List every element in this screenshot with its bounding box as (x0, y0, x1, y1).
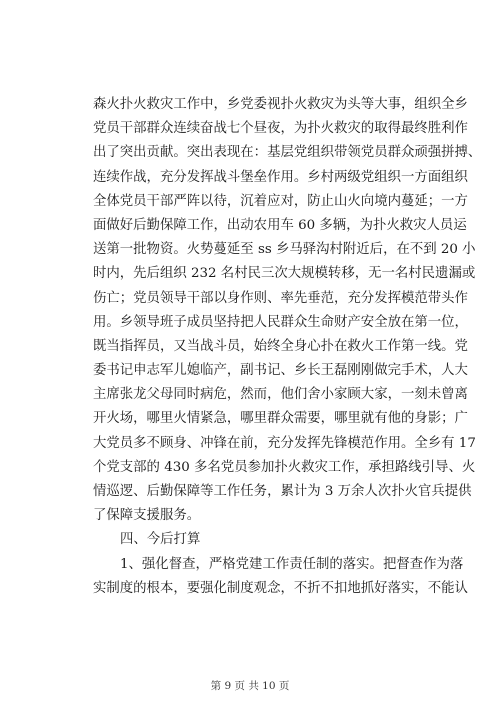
text-line: 送第一批物资。火势蔓延至 ss 乡马驿沟村附近后，在不到 20 小 (93, 242, 476, 258)
text-line: 时内，先后组织 232 名村民三次大规模转移，无一名村民遗漏或 (93, 266, 476, 282)
text-line: 情巡逻、后勤保障等工作任务，累计为 3 万余人次扑火官兵提供 (93, 484, 472, 499)
document-body (93, 93, 482, 601)
text-line: 实制度的根本，要强化制度观念，不折不扣地抓好落实，不能认 (93, 580, 468, 596)
text-line: 面做好后勤保障工作，出动农用车 60 多辆，为扑火救灾人员运 (93, 217, 467, 233)
text-line: 用。乡领导班子成员坚持把人民群众生命财产安全放在第一位， (93, 314, 468, 330)
text-line: 大党员多不顾身、冲锋在前，充分发挥先锋模范作用。全乡有 17 (93, 435, 476, 451)
text-line: 委书记申志军儿媳临产，副书记、乡长王磊刚刚做完手术，人大 (93, 363, 468, 379)
text-line: 森火扑火救灾工作中，乡党委视扑火救灾为头等大事，组织全乡 (93, 97, 468, 112)
page-footer: 第 9 页 共 10 页 (210, 680, 290, 692)
text-line: 全体党员干部严阵以待，沉着应对，防止山火向境内蔓延；一方 (93, 193, 468, 209)
text-line: 党员干部群众连续奋战七个昼夜，为扑火救灾的取得最终胜利作 (93, 121, 468, 137)
text-line: 个党支部的 430 多名党员参加扑火救灾工作，承担路线引导、火 (93, 459, 476, 475)
section-heading: 四、今后打算 (120, 532, 201, 548)
text-line: 1、强化督查，严格党建工作责任制的落实。把督查作为落 (120, 556, 464, 572)
text-line: 既当指挥员，又当战斗员，始终全身心扑在救火工作第一线。党 (93, 338, 468, 354)
text-line: 开火场，哪里火情紧急，哪里群众需要，哪里就有他的身影；广 (93, 411, 468, 427)
text-line: 伤亡；党员领导干部以身作则、率先垂范，充分发挥模范带头作 (93, 290, 468, 306)
text-line: 了保障支援服务。 (93, 508, 201, 524)
text-line: 主席张龙父母同时病危，然而，他们舍小家顾大家，一刻未曾离 (93, 387, 468, 403)
text-line: 出了突出贡献。突出表现在：基层党组织带领党员群众顽强拼搏、 (93, 145, 482, 161)
text-line: 连续作战，充分发挥战斗堡垒作用。乡村两级党组织一方面组织 (93, 169, 468, 185)
